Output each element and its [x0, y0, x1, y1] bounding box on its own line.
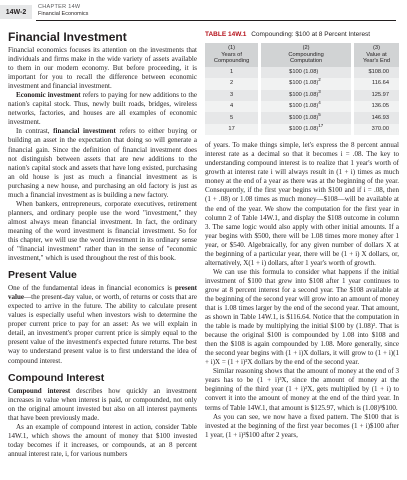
section-title-present-value: Present Value	[8, 269, 77, 282]
header-line: (1)	[228, 45, 236, 52]
exponent: 3	[318, 88, 321, 94]
paragraph: Financial economics focuses its attention on the investments that individuals and firms make in the wide variety of assets available to them in our modern economy. But before proceeding, it is important for you to recall the difference between economic investment and financial investment.	[8, 46, 197, 91]
paragraph	[8, 387, 197, 423]
table-title: Compounding: $100 at 8 Percent Interest	[251, 31, 371, 38]
chapter-title: Financial Economics	[38, 11, 89, 17]
paragraph	[8, 284, 197, 365]
paragraph-text: One of the fundamental ideas in financial economics is	[8, 284, 175, 293]
column-header-value	[353, 43, 399, 67]
table-row	[205, 112, 399, 123]
cell-computation	[260, 124, 353, 135]
paragraph	[8, 127, 197, 199]
exponent: 4	[318, 100, 321, 106]
section-title-compound-interest: Compound Interest	[8, 371, 105, 384]
table-row	[205, 101, 399, 112]
cell-computation	[260, 78, 353, 89]
header-line: (3)	[373, 45, 380, 52]
table-row	[205, 67, 399, 78]
paragraph: As an example of compound interest in action, consider Table 14W.1, which shows the amount of money that $100 invested today becomes if it increases, or compounds, at an 8 percent annual interest rate, i, for various numbers	[8, 422, 197, 458]
paragraph-text: refers to either buying or building an asset in the expectation that doing so will generate a financial gain. Since the definition of financial investment does not distinguish between assets that are new additions to the nation's capital stock and assets that have long existed, purchasing an old house is just as much a financial investment as is purchasing a new house, and purchasing an old factory is just as much a financial investment as is building a new factory.	[8, 127, 197, 199]
section-title-financial-investment: Financial Investment	[8, 30, 127, 44]
computation-text: $100 (1.08)	[289, 103, 319, 110]
cell-years: 1	[205, 67, 260, 78]
paragraph: of years. To make things simple, let's express the 8 percent annual interest rate as a decimal so that it becomes i = .08. The key to understanding compound interest is to realize that 1 year's worth of growth at interest rate i will always result in (1 + i) times as much money at the end of a year as there was at the beginning of the year. Consequently, if the first year begins with $100 and if i = .08, then (1 + .08) or 1.08 times as much money—$108—will be available at the end of the year. We show the computation for the first year in column 2 of Table 14W.1, and display the $108 outcome in column 3. The same logic would also apply with other initial amounts. If a year begins with $500, there will be 1.08 times more money after 1 year, or $540. Algebraically, for any given number of dollars X at the beginning of a particular year, there will be (1 + i) X dollars, or, alternatively, X(1 + i) dollars, after 1 year's worth of growth.	[205, 141, 399, 267]
cell-computation	[260, 112, 353, 123]
exponent: 5	[318, 111, 321, 117]
cell-years: 4	[205, 101, 260, 112]
computation-text: $100 (1.08)	[289, 125, 319, 132]
cell-years: 5	[205, 112, 260, 123]
header-line: Computation	[289, 58, 323, 65]
paragraph	[8, 91, 197, 127]
paragraph-text: refers to paying for new additions to the nation's capital stock. Thus, newly built roads, bridges, wireless networks, factories, and houses are all examples of economic investment.	[8, 91, 197, 127]
paragraph: As you can see, we now have a fixed pattern. The $100 that is invested at the beginning of the first year becomes (1 + i)$100 after 1 year, (1 + i)²$100 after 2 years,	[205, 412, 399, 439]
header-line: Years of	[221, 51, 242, 58]
paragraph-text: —the present-day value, or worth, of returns or costs that are expected to arrive in the future. The ability to calculate present values is especially useful when investors wish to determine the proper current price to pay for an asset: As we will explain in detail, an investment's proper current price is simply equal to the present value of the investment's expected future returns. The best way to understand present value is to first understand the idea of compound interest.	[8, 293, 197, 365]
left-column	[8, 30, 197, 459]
exponent: 17	[318, 123, 324, 129]
cell-value: 136.05	[353, 101, 399, 112]
cell-years: 17	[205, 124, 260, 135]
table-label: TABLE 14W.1	[205, 31, 247, 38]
computation-text: $100 (1.08)	[289, 114, 319, 121]
table-header-row	[205, 43, 399, 67]
computation-text: $100 (1.08)	[289, 80, 319, 87]
computation-text: $100 (1.08)	[289, 91, 319, 98]
cell-value: 125.97	[353, 90, 399, 101]
cell-years: 3	[205, 90, 260, 101]
page-number-tab: 14W-2	[0, 5, 32, 19]
cell-value: 116.64	[353, 78, 399, 89]
paragraph-text: describes how quickly an investment increases in value when interest is paid, or compounded, not only on the original amount invested but also on all interest payments that have been previously made.	[8, 386, 197, 422]
cell-value: $108.00	[353, 67, 399, 78]
table-row	[205, 78, 399, 89]
paragraph: We can use this formula to consider what happens if the initial investment of $100 that grew into $108 after 1 year continues to grow at 8 percent interest for a second year. The $108 available at the beginning of the second year will grow into an amount of money that is 1.08 times larger by the end of the second year. That amount, as shown in Table 14W.1, is $116.64. Notice that the computation in the table is made by multiplying the initial $100 by (1.08)². That is because the original $100 is compounded by 1.08 into $108 and then the $108 is again compounded by 1.08. More generally, since the second year begins with (1 + i)X dollars, it will grow to (1 + i)(1 + i)X = (1 + i)²X dollars by the end of the second year.	[205, 267, 399, 367]
header-line: Compounding	[213, 58, 250, 65]
header-line: Year's End	[362, 58, 391, 65]
header-divider	[36, 20, 396, 21]
cell-years: 2	[205, 78, 260, 89]
cell-computation	[260, 90, 353, 101]
header-line: Compounding	[288, 51, 324, 58]
header-line: (2)	[302, 45, 310, 52]
paragraph-text: In contrast,	[16, 127, 54, 136]
compounding-table	[205, 43, 399, 135]
table-caption	[205, 30, 399, 39]
key-term: financial investment	[53, 127, 116, 136]
table-row	[205, 124, 399, 135]
cell-value: 370.00	[353, 124, 399, 135]
computation-text: $100 (1.08)	[289, 69, 319, 75]
column-header-computation	[260, 43, 353, 67]
paragraph: Similar reasoning shows that the amount of money at the end of 3 years has to be (1 + i)³X, since the amount of money at the beginning of the third year (1 + i)²X, gets multiplied by (1 + i) to convert it into the amount of money at the end of the third year. In terms of Table 14W.1, that amount is $125.97, which is (1.08)³$100.	[205, 367, 399, 412]
key-term: Economic investment	[16, 91, 81, 100]
cell-computation	[260, 67, 353, 78]
key-term: present value	[8, 284, 197, 302]
exponent: 2	[318, 77, 321, 83]
chapter-label: CHAPTER 14W	[38, 4, 81, 10]
key-term: Compound interest	[8, 386, 71, 395]
header-line: Value at	[366, 51, 387, 58]
cell-value: 146.93	[353, 112, 399, 123]
page-header	[0, 0, 407, 30]
table-row	[205, 90, 399, 101]
cell-computation	[260, 101, 353, 112]
right-column	[205, 30, 399, 440]
paragraph: When bankers, entrepreneurs, corporate executives, retirement planners, and ordinary people use the word "investment," they almost always mean financial investment. In fact, the ordinary meaning of the word investment is financial investment. So for this chapter, we will use the word investment in its ordinary sense of "financial investment" rather than in the sense of "economic investment," which is used throughout the rest of this book.	[8, 199, 197, 263]
column-header-years	[205, 43, 260, 67]
